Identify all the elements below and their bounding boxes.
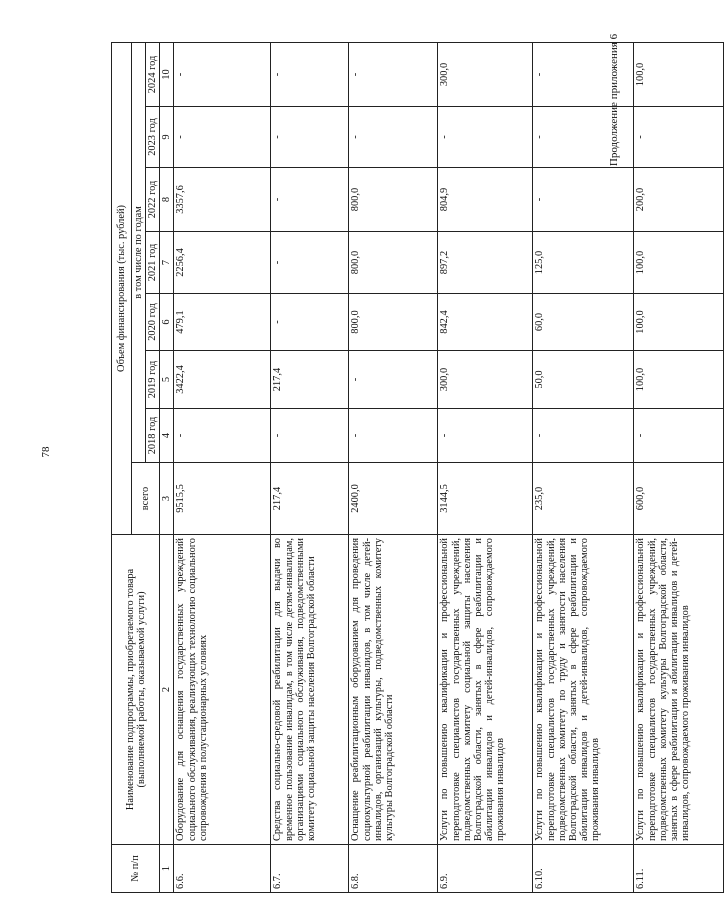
row-name: Средства социально-средовой реабилитации для выдачи во временное пользование инвалидам, в том числе детям-инвалидам, организациями социального обслуживания, подведомственными комитету социальной защиты населения Волгоградской области: [271, 535, 349, 845]
row-name: Услуги по повышению квалификации и профессиональной переподготовке специалистов государственных учреждений, подведомственных комитету социальной защиты населения Волгоградской области, занятых в сфере реабилитации и абилитации инвалидов и детей-инвалидов, сопровождаемого проживания инвалидов: [438, 535, 533, 845]
row-year-value: 800,0: [349, 168, 438, 232]
row-year-value: -: [271, 409, 349, 463]
row-year-value: 804,9: [438, 168, 533, 232]
row-year-value: -: [634, 107, 724, 168]
row-year-value: 50,0: [533, 351, 634, 409]
row-name: Оборудование для оснащения государственных учреждений социального обслуживания, реализующих технологию социального сопровождения в полустационарных условиях: [174, 535, 271, 845]
row-year-value: 897,2: [438, 232, 533, 294]
header-year-1: 2019 год: [146, 351, 160, 409]
row-year-value: -: [533, 168, 634, 232]
row-year-value: -: [533, 107, 634, 168]
row-name: Оснащение реабилитационным оборудованием для проведения социокультурной реабилитации инвалидов, в том числе детей-инвалидов, организаций культуры, подведомственных комитету культуры Волгоградской области: [349, 535, 438, 845]
funding-table: [111, 42, 724, 893]
header-col-number-6: 7: [160, 232, 174, 294]
header-funding: Объем финансирования (тыс. рублей): [112, 42, 132, 534]
row-year-value: 800,0: [349, 232, 438, 294]
row-year-value: -: [271, 42, 349, 106]
header-num: № п/п: [112, 845, 160, 893]
header-col-number-9: 10: [160, 42, 174, 106]
row-year-value: -: [349, 409, 438, 463]
row-year-value: -: [438, 107, 533, 168]
row-year-value: -: [174, 107, 271, 168]
header-year-4: 2022 год: [146, 168, 160, 232]
row-year-value: 217,4: [271, 351, 349, 409]
row-total: 3144,5: [438, 463, 533, 535]
row-total: 600,0: [634, 463, 724, 535]
table-row: [349, 42, 438, 892]
header-row-1: [112, 42, 132, 892]
row-year-value: -: [349, 107, 438, 168]
appendix-continuation-note: Продолжение приложения 6: [608, 33, 620, 167]
row-year-value: -: [533, 42, 634, 106]
row-year-value: 100,0: [634, 351, 724, 409]
row-year-value: -: [271, 168, 349, 232]
row-year-value: 2256,4: [174, 232, 271, 294]
header-col-number-8: 9: [160, 107, 174, 168]
header-year-5: 2023 год: [146, 107, 160, 168]
header-year-3: 2021 год: [146, 232, 160, 294]
row-year-value: -: [438, 409, 533, 463]
header-col-number-7: 8: [160, 168, 174, 232]
row-name: Услуги по повышению квалификации и профессиональной переподготовке специалистов государственных учреждений, подведомственных комитету культуры Волгоградской области, занятых в сфере реабилитации и абилитации инвалидов и детей-инвалидов, сопровождаемого проживания инвалидов: [634, 535, 724, 845]
row-year-value: -: [271, 294, 349, 351]
header-col-number-3: 4: [160, 409, 174, 463]
table-row: [634, 42, 724, 892]
row-number: 6.6.: [174, 845, 271, 893]
row-number: 6.8.: [349, 845, 438, 893]
row-year-value: -: [533, 409, 634, 463]
header-year-0: 2018 год: [146, 409, 160, 463]
row-year-value: 3422,4: [174, 351, 271, 409]
table-row: [271, 42, 349, 892]
table-row: [533, 42, 634, 892]
row-total: 9515,5: [174, 463, 271, 535]
row-total: 235,0: [533, 463, 634, 535]
header-year-2: 2020 год: [146, 294, 160, 351]
header-col-number-1: 2: [160, 535, 174, 845]
row-year-value: 125,0: [533, 232, 634, 294]
header-col-number-0: 1: [160, 845, 174, 893]
header-including: в том числе по годам: [132, 42, 146, 462]
row-year-value: 100,0: [634, 232, 724, 294]
row-number: 6.11.: [634, 845, 724, 893]
row-name: Услуги по повышению квалификации и профессиональной переподготовке специалистов государственных учреждений, подведомственных комитету по труду и занятости населения Волгоградской области, занятых в сфере реабилитации и абилитации инвалидов и детей-инвалидов, сопровождаемого проживания инвалидов: [533, 535, 634, 845]
row-year-value: -: [349, 42, 438, 106]
header-column-numbers-row: [160, 42, 174, 892]
row-number: 6.7.: [271, 845, 349, 893]
row-total: 217,4: [271, 463, 349, 535]
page-number: 78: [40, 446, 52, 458]
row-number: 6.10.: [533, 845, 634, 893]
row-year-value: 200,0: [634, 168, 724, 232]
row-year-value: 300,0: [438, 351, 533, 409]
row-year-value: -: [634, 409, 724, 463]
row-total: 2400,0: [349, 463, 438, 535]
header-col-number-4: 5: [160, 351, 174, 409]
row-number: 6.9.: [438, 845, 533, 893]
header-col-number-5: 6: [160, 294, 174, 351]
row-year-value: 100,0: [634, 42, 724, 106]
row-year-value: -: [271, 232, 349, 294]
row-year-value: 300,0: [438, 42, 533, 106]
header-year-6: 2024 год: [146, 42, 160, 106]
row-year-value: 842,4: [438, 294, 533, 351]
row-year-value: -: [349, 351, 438, 409]
row-year-value: 479,1: [174, 294, 271, 351]
row-year-value: -: [271, 107, 349, 168]
table-row: [174, 42, 271, 892]
header-name: Наименование подпрограммы, приобретаемого товара (выполняемой работы, оказываемой услуги): [112, 535, 160, 845]
row-year-value: 3357,6: [174, 168, 271, 232]
table-row: [438, 42, 533, 892]
row-year-value: 100,0: [634, 294, 724, 351]
header-col-number-2: 3: [160, 463, 174, 535]
header-total: всего: [132, 463, 160, 535]
row-year-value: 60,0: [533, 294, 634, 351]
row-year-value: 800,0: [349, 294, 438, 351]
row-year-value: -: [174, 409, 271, 463]
row-year-value: -: [174, 42, 271, 106]
